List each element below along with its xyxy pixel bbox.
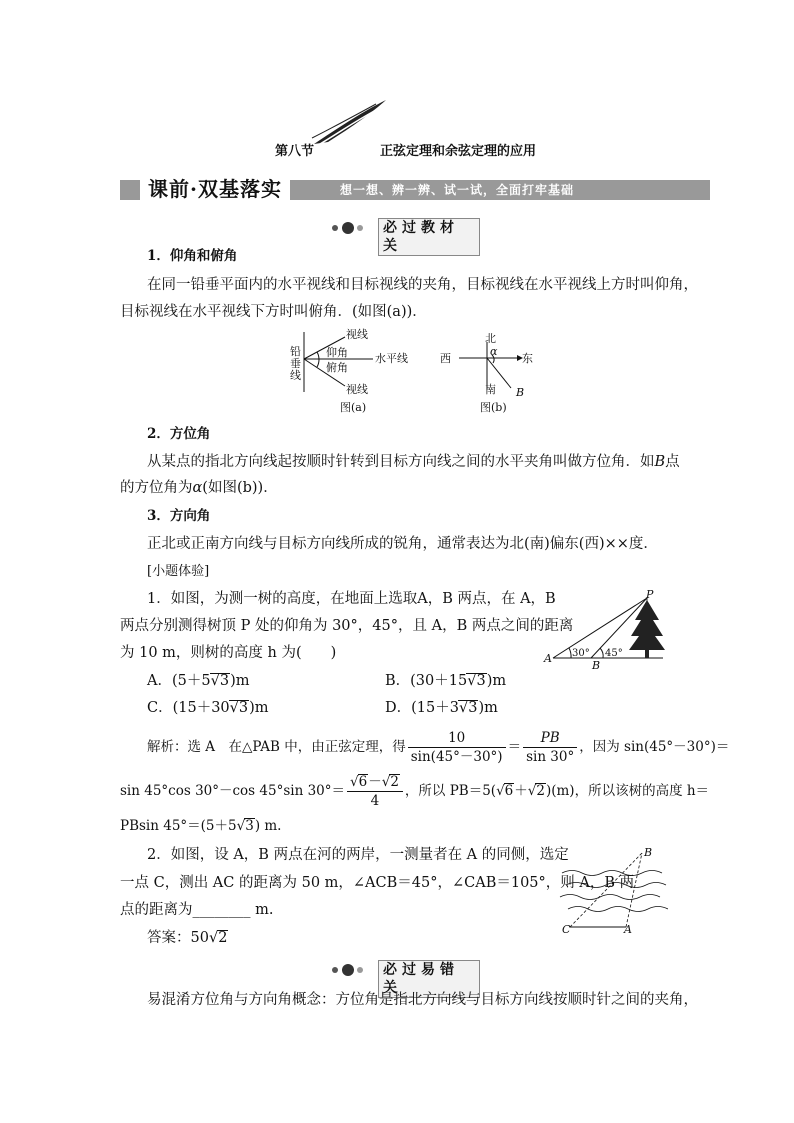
section-number: 第八节 [275, 144, 315, 159]
tree-fig-a: A [544, 652, 552, 665]
fraction-den: sin 30° [526, 749, 575, 765]
section-divider-mistakes [330, 960, 480, 996]
option-text: D．(15＋3 [385, 700, 459, 716]
q2-text: 2．如图，设 A，B 两点在河的两岸，一测量者在 A 的同侧，选定 [147, 847, 569, 863]
q2-answer: 答案：50√2 [147, 930, 228, 946]
paragraph: 易混淆方位角与方向角概念：方位角是指北方向线与目标方向线按顺时针之间的夹角， [147, 992, 698, 1008]
solution-text: 解析：选 A 在△PAB 中，由正弦定理，得 [147, 739, 406, 755]
solution-text: ＋ [514, 783, 528, 799]
option-a [147, 671, 250, 691]
banner-title: 课前·双基落实 [140, 176, 290, 202]
fraction [408, 729, 506, 766]
solution-text: ，所以 PB＝5( [404, 783, 497, 799]
fig-b-alpha: α [490, 345, 498, 358]
fraction-den: sin(45°－30°) [410, 749, 503, 765]
item-heading: 1．仰角和俯角 [147, 248, 238, 264]
paragraph-text: 点 [665, 454, 680, 470]
solution-text: ) m. [254, 818, 282, 834]
bullet-dot-icon [357, 967, 363, 973]
fraction-num: √6－√2 [347, 773, 403, 792]
fraction-den: 4 [370, 793, 380, 809]
fig-b-east: 东 [522, 352, 533, 365]
paragraph-text: (如图(b))． [202, 480, 278, 496]
item-heading: 3．方向角 [147, 508, 211, 524]
paragraph-text: 从某点的指北方向线起按顺时针转到目标方向线之间的水平夹角叫做方位角．如 [147, 454, 655, 470]
q1-text [147, 589, 556, 609]
q1-text: 为 10 m，则树的高度 h 为( ) [120, 645, 337, 661]
fig-b-west: 西 [440, 352, 451, 365]
option-text: A．(5＋5 [147, 673, 211, 689]
radicand: 3 [219, 673, 230, 689]
section-label: 必过易错关 [378, 960, 480, 998]
sqrt: √3 [458, 700, 478, 716]
option-unit: )m [230, 673, 250, 689]
sqrt: √3 [210, 673, 230, 689]
radicand: 2 [218, 930, 228, 946]
item-heading: [小题体验] [147, 564, 210, 579]
radicand: 3 [468, 700, 478, 716]
bullet-dot-icon [332, 225, 338, 231]
paragraph [120, 478, 278, 498]
answer-text: 答案：50 [147, 930, 209, 946]
bullet-dot-icon [342, 222, 354, 234]
fig-a-label: 水平线 [375, 352, 408, 365]
tree-fig-b: B [592, 659, 601, 672]
bullet-dot-icon [332, 967, 338, 973]
tree-fig-ang30: 30° [572, 648, 590, 659]
option-text: C．(15＋30 [147, 700, 230, 716]
fraction-num: PB [523, 729, 577, 748]
radicand: 2 [390, 774, 399, 790]
header-swoosh-logo [310, 98, 390, 148]
item-heading: 2．方位角 [147, 426, 211, 442]
paragraph: 目标视线在水平视线下方时叫俯角．(如图(a))． [120, 304, 427, 320]
fraction [347, 773, 403, 810]
fraction [523, 729, 577, 766]
paragraph-text: 的方位角为 [120, 480, 193, 496]
section-title: 正弦定理和余弦定理的应用 [380, 144, 537, 159]
bullet-dot-icon [342, 964, 354, 976]
radicand: 3 [238, 700, 249, 716]
fig-a-label: 俯角 [326, 361, 348, 374]
fig-b-north: 北 [485, 332, 496, 345]
fig-a-vertical-label: 铅 [290, 345, 301, 358]
q2-text: 一点 C，测出 AC 的距离为 50 m，∠ACB＝45°，∠CAB＝105°，则 A，B 两 [120, 875, 635, 891]
option-b [385, 671, 506, 691]
radicand: 2 [536, 783, 545, 799]
fig-a-vertical-label: 线 [290, 369, 301, 382]
paragraph [147, 452, 680, 472]
solution-text: )(m)，所以该树的高度 h＝ [545, 783, 710, 799]
solution-text: ＝ [507, 739, 522, 755]
fraction-num: 10 [408, 729, 506, 748]
solution-text: PBsin 45°＝(5＋5 [120, 818, 237, 834]
q1-solution-line2: sin 45°cos 30°－cos 45°sin 30°＝ $\frac{√6-√2}{4}$ ，所以 PB＝5(√6＋√2)(m)，所以该树的高度 h＝ [120, 774, 710, 809]
radicand: 6 [358, 774, 368, 790]
q2-text: 点的距离为________ m. [120, 902, 274, 918]
river-fig-b: B [644, 846, 653, 859]
section-label: 必过教材关 [378, 218, 480, 256]
option-unit: )m [249, 700, 269, 716]
q1-text: 两点分别测得树顶 P 处的仰角为 30°，45°，且 A，B 两点之间的距离 [120, 618, 574, 634]
tree-fig-p: P [646, 588, 654, 601]
var-b: B [654, 454, 666, 470]
var-alpha: α [192, 480, 203, 496]
paragraph: 正北或正南方向线与目标方向线所成的锐角，通常表达为北(南)偏东(西)××度． [147, 536, 658, 552]
option-d [385, 698, 498, 718]
option-unit: )m [478, 700, 498, 716]
sqrt: √3 [467, 673, 486, 689]
q1-solution-line3: PBsin 45°＝(5＋5√3) m. [120, 818, 282, 834]
q1-solution-line1 [147, 726, 729, 768]
option-unit: )m [486, 673, 507, 689]
section-divider-textbook [330, 218, 480, 254]
radicand: 6 [504, 783, 514, 799]
tree-fig-ang45: 45° [605, 648, 623, 659]
q1-text-part: A，B 两点，在 A，B [417, 591, 556, 607]
river-fig-a: A [624, 923, 632, 936]
solution-text: sin 45°cos 30°－cos 45°sin 30°＝ [120, 783, 345, 799]
bullet-dot-icon [357, 225, 363, 231]
sqrt: √3 [229, 700, 249, 716]
radicand: 3 [476, 673, 486, 689]
banner-subtitle: 想一想、辨一辨、试一试，全面打牢基础 [340, 183, 575, 197]
fig-a-label: 视线 [346, 328, 368, 341]
fig-a-label: 仰角 [326, 346, 348, 359]
fig-b-point-b: B [516, 386, 525, 399]
option-text: B．(30＋15 [385, 673, 468, 689]
paragraph: 在同一铅垂平面内的水平视线和目标视线的夹角，目标视线在水平视线上方时叫仰角， [147, 277, 698, 293]
river-fig-c: C [562, 923, 571, 936]
option-c [147, 698, 269, 718]
solution-text: ，因为 sin(45°－30°)＝ [579, 739, 730, 755]
fig-a-label: 视线 [346, 383, 368, 396]
radicand: 3 [245, 818, 254, 834]
fig-a-caption: 图(a) [340, 401, 367, 414]
q1-text-part: 1．如图，为测一树的高度，在地面上选取 [147, 591, 418, 607]
fig-b-south: 南 [485, 383, 496, 396]
fig-b-caption: 图(b) [480, 401, 507, 414]
fig-a-vertical-label: 垂 [290, 357, 301, 370]
